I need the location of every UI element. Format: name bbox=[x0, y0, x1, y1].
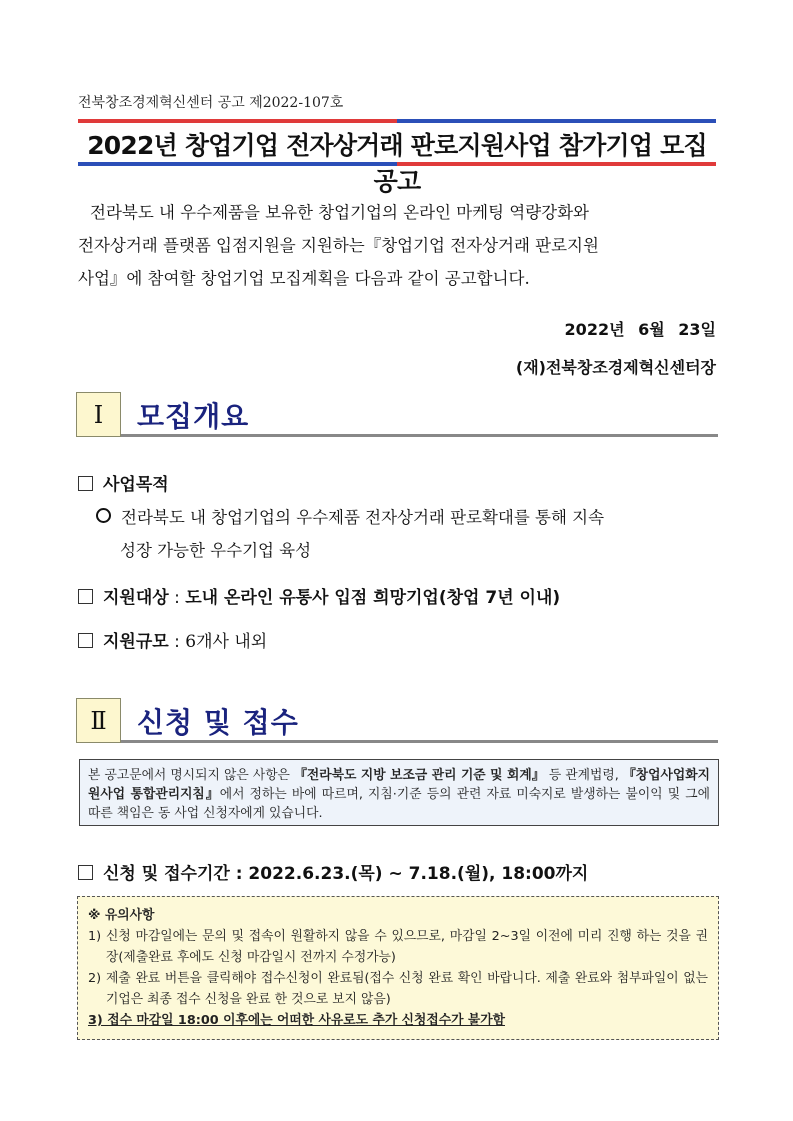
purpose-description bbox=[96, 501, 718, 567]
checkbox-square-icon bbox=[78, 865, 93, 880]
notice-text: 등 관계법령, bbox=[548, 768, 619, 783]
caution-item-number: 1) bbox=[88, 929, 102, 944]
organization-name: (재)전북창조경제혁신센터장 bbox=[515, 358, 716, 377]
section-1-number: Ⅰ bbox=[76, 392, 121, 437]
intro-paragraph bbox=[78, 196, 718, 295]
purpose-line: 전라북도 내 창업기업의 우수제품 전자상거래 판로확대를 통해 지속 bbox=[96, 501, 718, 534]
intro-line: 전라북도 내 우수제품을 보유한 창업기업의 온라인 마케팅 역량강화와 bbox=[90, 203, 589, 222]
notice-text: 에서 정하는 바에 따르며, 지침·기준 등의 관련 자료 미숙지로 발생하는 불이익 및 그에 따른 책임은 동 사업 신청자에게 있습니다. bbox=[88, 787, 711, 821]
section-2-number: Ⅱ bbox=[76, 698, 121, 743]
section-1-rule bbox=[121, 434, 718, 437]
scale-label: 지원규모 bbox=[103, 632, 169, 652]
period-text: 신청 및 접수기간 : 2022.6.23.(목) ~ 7.18.(월), 18:00까지 bbox=[103, 864, 589, 884]
notice-text: 본 공고문에서 명시되지 않은 사항은 bbox=[88, 768, 290, 783]
intro-line: 사업』에 참여할 창업기업 모집계획을 다음과 같이 공고합니다. bbox=[78, 269, 530, 288]
target-value: 도내 온라인 유통사 입점 희망기업(창업 7년 이내) bbox=[185, 588, 561, 608]
intro-line: 전자상거래 플랫폼 입점지원을 지원하는『창업기업 전자상거래 판로지원 bbox=[78, 236, 599, 255]
notice-bold-text: 『전라북도 지방 보조금 관리 기준 및 회계』 bbox=[294, 768, 545, 783]
scale-item bbox=[78, 627, 267, 652]
caution-item-text: 제출 완료 버튼을 클릭해야 접수신청이 완료됨(접수 신청 완료 확인 바랍니다. 제출 완료와 첨부파일이 없는 기업은 최종 접수 신청을 완료 한 것으로 보지 않음) bbox=[106, 971, 708, 1007]
notice-number: 전북창조경제혁신센터 공고 제2022-107호 bbox=[78, 95, 344, 111]
target-separator: : bbox=[168, 588, 186, 608]
caution-box bbox=[77, 896, 719, 1040]
title-bottom-rule bbox=[78, 162, 716, 166]
caution-item bbox=[88, 968, 708, 1010]
target-item bbox=[78, 583, 560, 608]
caution-item-text: 신청 마감일에는 문의 및 접속이 원활하지 않을 수 있으므로, 마감일 2~3일 이전에 미리 진행 하는 것을 권장(제출완료 후에도 신청 마감일시 전까지 수정가능) bbox=[106, 929, 708, 965]
checkbox-square-icon bbox=[78, 476, 93, 491]
checkbox-square-icon bbox=[78, 633, 93, 648]
scale-value: 6개사 내외 bbox=[185, 632, 268, 652]
circle-bullet-icon bbox=[96, 508, 111, 523]
purpose-line: 성장 가능한 우수기업 육성 bbox=[120, 541, 312, 560]
target-label: 지원대상 bbox=[103, 588, 169, 608]
announcement-date: 2022년 6월 23일 bbox=[564, 320, 716, 339]
scale-separator: : bbox=[168, 632, 186, 652]
caution-list bbox=[88, 926, 708, 1010]
purpose-label: 사업목적 bbox=[103, 475, 169, 495]
application-period bbox=[78, 859, 588, 884]
legal-notice-box bbox=[79, 759, 719, 826]
caution-title: ※ 유의사항 bbox=[88, 908, 155, 923]
title-top-rule bbox=[78, 119, 716, 123]
section-2-rule bbox=[121, 740, 718, 743]
purpose-item bbox=[78, 470, 169, 495]
section-1-title: 모집개요 bbox=[137, 400, 250, 433]
caution-item bbox=[88, 926, 708, 968]
section-2-title: 신청 및 접수 bbox=[137, 706, 299, 739]
caution-item-number: 2) bbox=[88, 971, 102, 986]
notice-bold-text: 『창업사업화지원사업 통합관리지침』 bbox=[88, 768, 710, 802]
checkbox-square-icon bbox=[78, 589, 93, 604]
page-title: 2022년 창업기업 전자상거래 판로지원사업 참가기업 모집 공고 bbox=[87, 131, 707, 196]
caution-item-3: 3) 접수 마감일 18:00 이후에는 어떠한 사유로도 추가 신청접수가 불가함 bbox=[88, 1013, 505, 1028]
